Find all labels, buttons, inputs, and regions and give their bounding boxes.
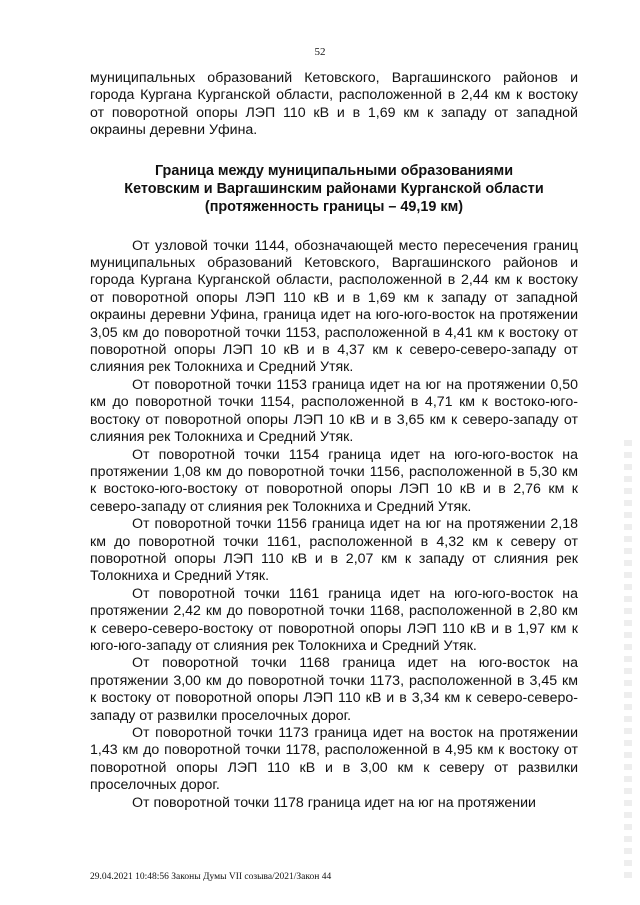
footer-stamp: 29.04.2021 10:48:56 Законы Думы VII созыва/2021/Закон 44 [90, 872, 332, 882]
paragraph-7: От поворотной точки 1173 граница идет на восток на протяжении 1,43 км до поворотной точки 1178, расположенной в 4,95 км к востоку от поворотной опоры ЛЭП 110 кВ и в 3,00 км к северу от развилки проселочных дорог. [90, 725, 578, 794]
section-heading-line-2: Кетовским и Варгашинским районами Курганской области [124, 180, 544, 197]
section-heading-line-1: Граница между муниципальными образованиями [154, 162, 514, 179]
paragraph-1: От узловой точки 1144, обозначающей место пересечения границ муниципальных образований Кетовского, Варгашинского районов и города Кургана Курганской области, расположенной в 2,44 км к востоку от поворотной опоры ЛЭП 110 кВ и в 1,69 км к западу от западной окраины деревни Уфина, граница идет на юго-юго-восток на протяжении 3,05 км до поворотной точки 1153, расположенной в 4,41 км к востоку от поворотной опоры ЛЭП 10 кВ и в 4,37 км к северо-северо-западу от слияния рек Толокниха и Средний Утяк. [90, 237, 578, 376]
paragraph-5: От поворотной точки 1161 граница идет на юго-юго-восток на протяжении 2,42 км до поворотной точки 1168, расположенной в 2,80 км к северо-северо-востоку от поворотной опоры ЛЭП 110 кВ и в 1,97 км к юго-юго-западу от слияния рек Толокниха и Средний Утяк. [90, 585, 578, 654]
section-heading-line-3: (протяженность границы – 49,19 км) [204, 198, 464, 215]
intro-paragraph: муниципальных образований Кетовского, Варгашинского районов и города Кургана Курганской области, расположенной в 2,44 км к востоку от поворотной опоры ЛЭП 110 кВ и в 1,69 км к западу от западной окраины деревни Уфина. [90, 70, 578, 139]
paragraph-6: От поворотной точки 1168 граница идет на юго-восток на протяжении 3,00 км до поворотной точки 1173, расположенной в 3,45 км к востоку от поворотной опоры ЛЭП 110 кВ и в 3,34 км к северо-северо-западу от развилки проселочных дорог. [90, 655, 578, 724]
paragraph-4: От поворотной точки 1156 граница идет на юг на протяжении 2,18 км до поворотной точки 1161, расположенной в 4,32 км к северу от поворотной опоры ЛЭП 110 кВ и в 2,07 км к западу от слияния рек Толокниха и Средний Утяк. [90, 516, 578, 585]
paragraph-2: От поворотной точки 1153 граница идет на юг на протяжении 0,50 км до поворотной точки 1154, расположенной в 4,71 км к востоко-юго-востоку от поворотной опоры ЛЭП 10 кВ и в 3,65 км к северо-западу от слияния рек Толокниха и Средний Утяк. [90, 376, 578, 446]
paragraph-8: От поворотной точки 1178 граница идет на юг на протяжении [132, 794, 536, 811]
document-body [90, 70, 578, 812]
page-number: 52 [314, 46, 326, 58]
paragraph-3: От поворотной точки 1154 граница идет на юго-юго-восток на протяжении 1,08 км до поворотной точки 1156, расположенной в 5,30 км к востоко-юго-востоку от поворотной опоры ЛЭП 10 кВ и в 2,76 км к северо-западу от слияния рек Толокниха и Средний Утяк. [90, 446, 578, 515]
section-heading [90, 162, 578, 216]
margin-stamp [624, 440, 632, 880]
